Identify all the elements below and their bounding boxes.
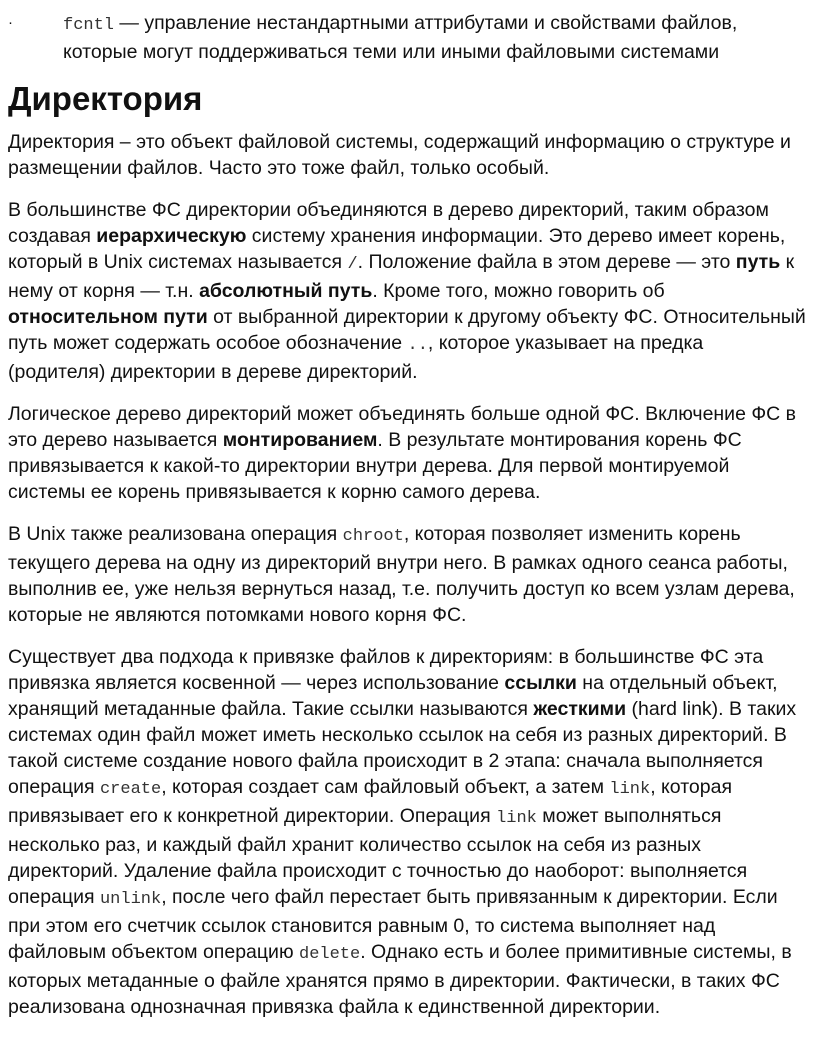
term-relative-path: относительном пути <box>8 306 208 328</box>
code-delete: delete <box>299 945 361 964</box>
code-link: link <box>609 780 651 799</box>
code-chroot: chroot <box>342 527 404 546</box>
fcntl-description: — управление нестандартными аттрибутами и свойствами файлов, которые могут поддерживаться теми или иными файловыми системами <box>63 12 738 63</box>
term-links: ссылки <box>504 672 577 694</box>
term-absolute-path: абсолютный путь <box>199 280 373 302</box>
text-span: на отдельный объект, хранящий метаданные файла. Такие ссылки называются <box>8 672 778 720</box>
text-span: , после чего файл перестает быть привязанным к директории. Если при этом его счетчик ссылок становится равным 0, то система выполняет над файловым объектом операцию <box>8 886 778 963</box>
text-span: систему хранения информации. Это дерево имеет корень, который в Unix системах называется <box>8 225 786 273</box>
fcntl-bullet-item <box>8 0 806 65</box>
text-span: , которая позволяет изменить корень текущего дерева на одну из директорий внутри него. В рамках одного сеанса работы, выполнив ее, уже нельзя вернуться назад, т.е. получить доступ ко всем узлам дерева, которые не являются потомками нового корня ФС. <box>8 523 795 626</box>
text-span: . Однако есть и более примитивные системы, в которых метаданные о файле хранятся прямо в директории. Фактически, в таких ФС реализована однозначная привязка файла к единственной директории. <box>8 941 792 1018</box>
text-span: Существует два подхода к привязке файлов к директориям: в большинстве ФС эта привязка является косвенной — через использование <box>8 646 764 694</box>
code-create: create <box>99 780 162 799</box>
code-link: link <box>496 809 537 828</box>
text-span: Логическое дерево директорий может объединять больше одной ФС. Включение ФС в это дерево называется <box>8 403 797 451</box>
text-span: В большинстве ФС директории объединяются в дерево директорий, таким образом создавая <box>8 199 769 247</box>
text-span: , которая создает сам файловый объект, а затем <box>161 776 610 798</box>
text-span: (hard link). В таких системах один файл может иметь несколько ссылок на себя из разных директорий. В такой системе создание нового файла происходит в 2 этапа: сначала выполняется операция <box>8 698 797 798</box>
text-span: к нему от корня — т.н. <box>8 251 795 302</box>
text-span: , которая привязывает его к конкретной директории. Операция <box>8 776 733 827</box>
text-span: может выполняться несколько раз, и каждый файл хранит количество ссылок на себя из разных директорий. Удаление файла происходит с точностью до наоборот: выполняется операция <box>8 805 748 908</box>
term-hard: жесткими <box>533 698 627 720</box>
text-span: В Unix также реализована операция <box>8 523 343 545</box>
bullet-mark: · <box>8 14 13 31</box>
text-span: . В результате монтирования корень ФС привязывается к какой-то директории внутри дерева. Для первой монтируемой системы ее корень привязывается к корню самого дерева. <box>8 429 742 503</box>
fcntl-code: fcntl <box>63 16 115 35</box>
text-span: , которое указывает на предка (родителя) директории в дереве директорий. <box>8 332 704 383</box>
paragraph-directory-tree <box>8 197 806 385</box>
term-path: путь <box>735 251 781 273</box>
paragraph-chroot <box>8 521 806 628</box>
code-unlink: unlink <box>99 890 162 909</box>
term-hierarchical: иерархическую <box>96 225 247 247</box>
text-span: . Положение файла в этом дереве — это <box>357 251 736 273</box>
section-heading: Директория <box>8 80 203 117</box>
term-mounting: монтированием <box>222 429 378 451</box>
paragraph-mounting <box>8 401 806 505</box>
text-span: от выбранной директории к другому объекту ФС. Относительный путь может содержать особое обозначение <box>8 306 806 354</box>
paragraph-links <box>8 644 806 1020</box>
definition-text: Директория – это объект файловой системы, содержащий информацию о структуре и размещении файлов. Часто это тоже файл, только особый. <box>8 131 791 179</box>
text-span: . Кроме того, можно говорить об <box>372 280 665 302</box>
code-root-slash: / <box>347 255 358 274</box>
paragraph-definition <box>8 129 806 181</box>
code-parent-dots: .. <box>407 336 428 355</box>
